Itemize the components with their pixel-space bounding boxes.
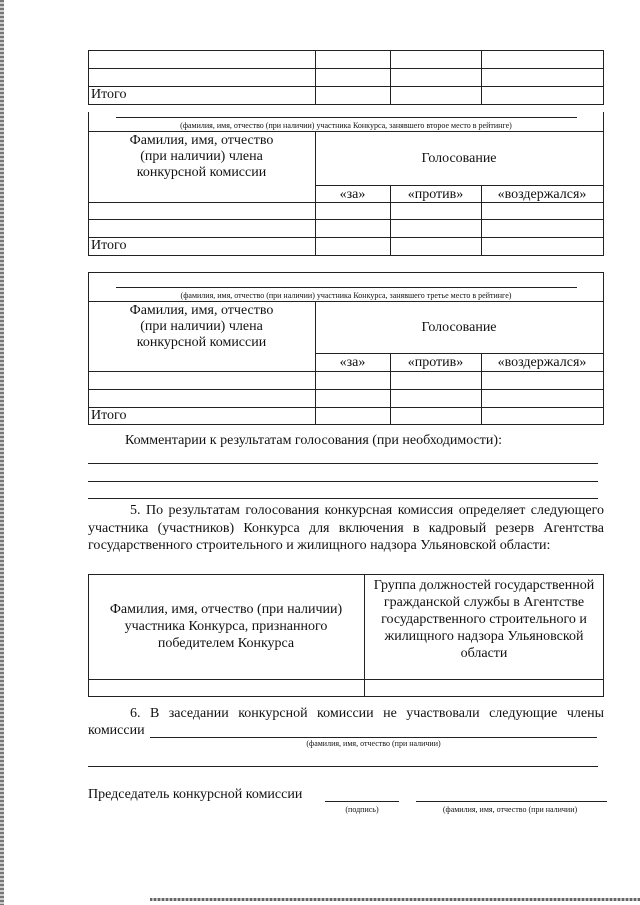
- total-label: Итого: [91, 87, 127, 102]
- signature-line: [325, 801, 399, 802]
- signature-caption: (подпись): [345, 805, 379, 814]
- chair-label: Председатель конкурсной комиссии: [88, 787, 303, 802]
- name-header: Фамилия, имя, отчество (при наличии) члена конкурсной комиссии: [129, 133, 274, 180]
- col-for: «за»: [339, 355, 366, 370]
- col-for: «за»: [339, 187, 366, 202]
- comment-line: [88, 498, 598, 499]
- winner-name-header: Фамилия, имя, отчество (при наличии) участника Конкурса, признанного победителем Конкурса: [109, 602, 343, 651]
- vote-header: Голосование: [421, 151, 497, 166]
- comment-line: [88, 463, 598, 464]
- absent-members-caption: (фамилия, имя, отчество (при наличии): [306, 739, 441, 748]
- position-group-header: Группа должностей государственной гражданской службы в Агентстве государственного строительного и жилищного надзора Ульяновской области: [373, 578, 595, 661]
- scan-edge-left: [0, 0, 4, 905]
- chair-name-line: [416, 801, 607, 802]
- section-6-text-cont: комиссии: [88, 723, 145, 738]
- section-5-text: 5. По результатам голосования конкурсная комиссия определяет следующего участника (участников) Конкурса для включения в кадровый резерв Агентства государственного строительного и жилищного надзора Ульяновской области:: [88, 503, 604, 553]
- comments-label: Комментарии к результатам голосования (при необходимости):: [125, 433, 502, 448]
- section-6-text: 6. В заседании конкурсной комиссии не участвовали следующие члены: [130, 706, 604, 721]
- name-header: Фамилия, имя, отчество (при наличии) члена конкурсной комиссии: [129, 303, 274, 350]
- col-abstain: «воздержался»: [497, 355, 587, 370]
- comment-line: [88, 481, 598, 482]
- col-abstain: «воздержался»: [497, 187, 587, 202]
- absent-members-line: [150, 737, 597, 738]
- scan-edge-bottom: [150, 898, 640, 901]
- chair-name-caption: (фамилия, имя, отчество (при наличии): [442, 805, 578, 814]
- col-against: «против»: [407, 187, 464, 202]
- absent-members-line-2: [88, 766, 598, 767]
- total-label: Итого: [91, 238, 127, 253]
- participant-caption: (фамилия, имя, отчество (при наличии) участника Конкурса, занявшего второе место в рейтинге): [180, 121, 512, 130]
- total-label: Итого: [91, 408, 127, 423]
- vote-header: Голосование: [421, 320, 497, 335]
- col-against: «против»: [407, 355, 464, 370]
- participant-caption: (фамилия, имя, отчество (при наличии) участника Конкурса, занявшего третье место в рейтинге): [180, 291, 512, 300]
